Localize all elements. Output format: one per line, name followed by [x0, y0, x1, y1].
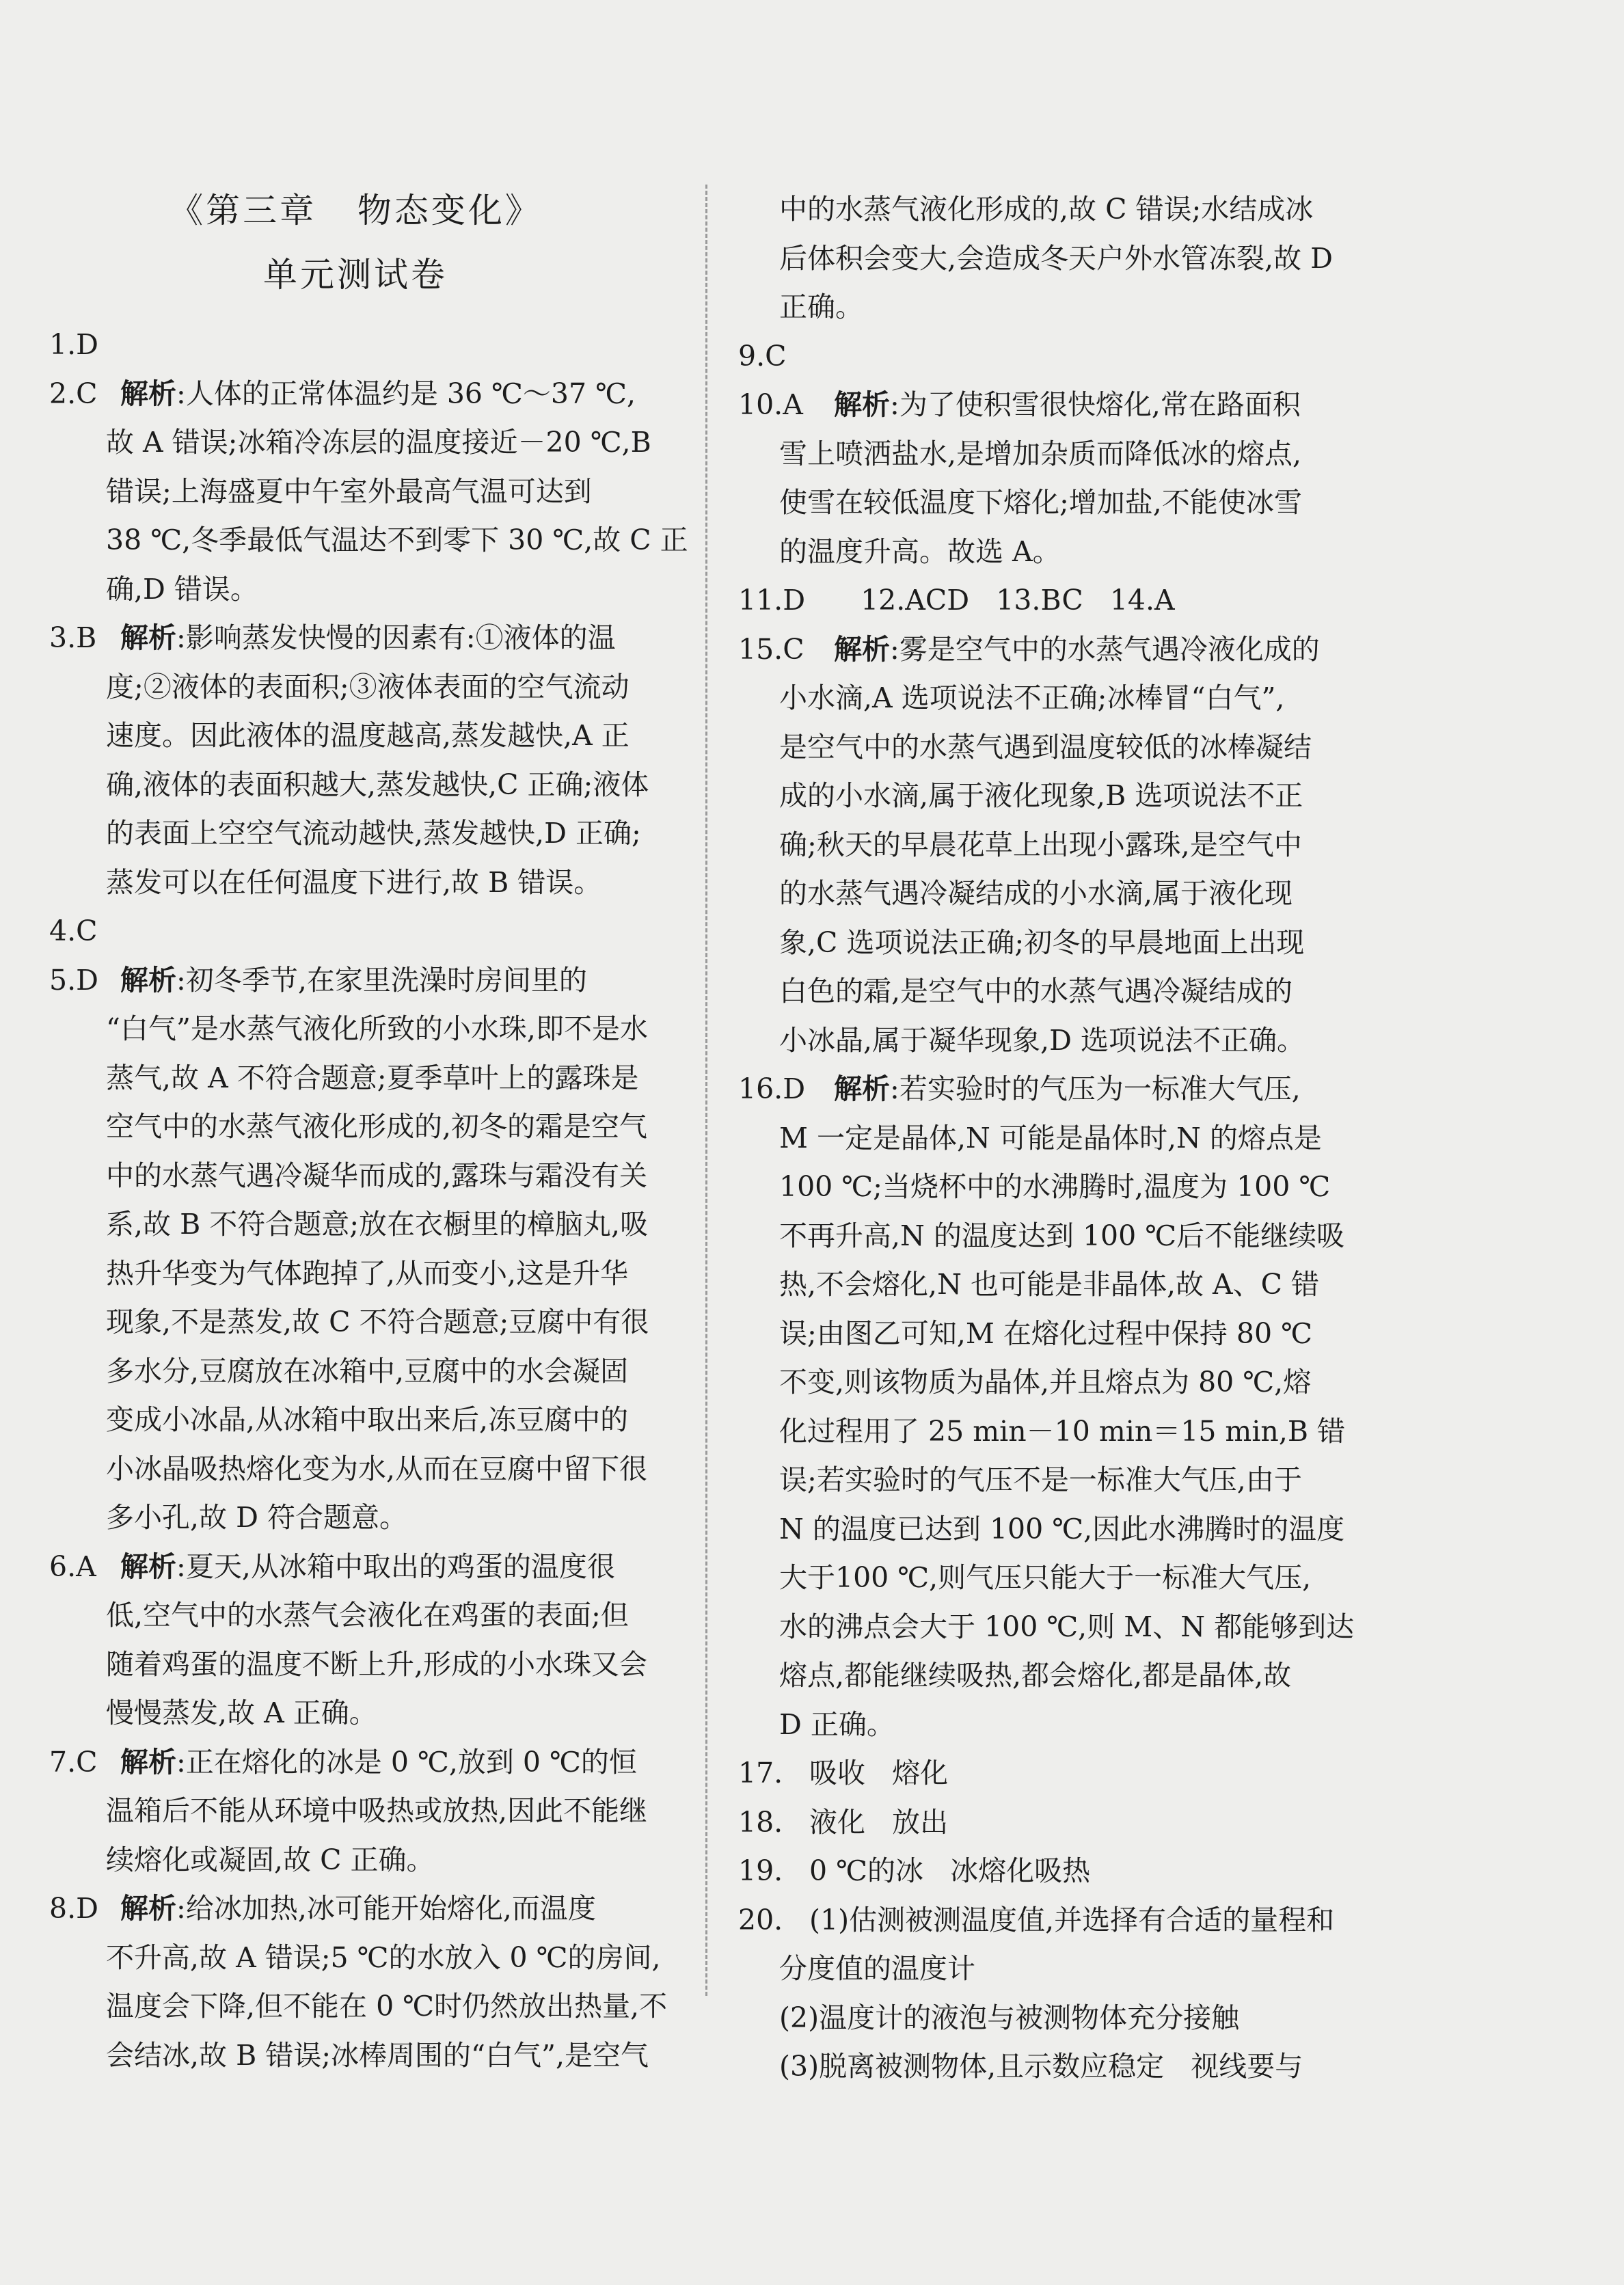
answer-line: 中的水蒸气遇冷凝华而成的,露珠与霜没有关 — [106, 1159, 648, 1192]
answer-text — [834, 630, 1320, 668]
answer-line: N 的温度已达到 100 ℃,因此水沸腾时的温度 — [779, 1512, 1345, 1545]
answer-line: D 正确。 — [779, 1707, 895, 1741]
answer-text — [809, 1901, 1334, 1939]
answer-line: 多水分,豆腐放在冰箱中,豆腐中的水会凝固 — [106, 1354, 629, 1388]
answer-number: 4.C — [49, 915, 98, 947]
answer-line: 使雪在较低温度下熔化;增加盐,不能使冰雪 — [779, 486, 1302, 519]
analysis-label: 解析 — [120, 1745, 176, 1779]
answer-line: (2)温度计的液泡与被测物体充分接触 — [779, 2001, 1240, 2034]
answer-number: 18. — [738, 1805, 783, 1839]
answer-line: 38 ℃,冬季最低气温达不到零下 30 ℃,故 C 正 — [106, 524, 688, 556]
answer-number: 16.D — [738, 1072, 806, 1105]
answer-line: 变成小冰晶,从冰箱中取出来后,冻豆腐中的 — [106, 1403, 629, 1436]
answer-line: 0 ℃的冰 冰熔化吸热 — [809, 1854, 1091, 1887]
answer-text — [809, 1852, 1090, 1890]
answer-line: 白色的霜,是空气中的水蒸气遇冷凝结成的 — [779, 975, 1293, 1008]
answer-line: 故 A 错误;冰箱冷冻层的温度接近－20 ℃,B — [106, 426, 651, 459]
answer-line: 确,液体的表面积越大,蒸发越快,C 正确;液体 — [106, 768, 649, 801]
answer-line: 液化 放出 — [809, 1805, 949, 1839]
answer-line: 大于100 ℃,则气压只能大于一标准大气压, — [779, 1561, 1312, 1594]
answer-line: 温箱后不能从环境中吸热或放热,因此不能继 — [106, 1794, 648, 1827]
answer-line: 的温度升高。故选 A。 — [779, 535, 1061, 568]
answer-line: 成的小水滴,属于液化现象,B 选项说法不正 — [779, 779, 1303, 812]
answer-number: 17. — [738, 1757, 783, 1789]
answer-line: :夏天,从冰箱中取出的鸡蛋的温度很 — [176, 1550, 615, 1583]
answer-line: 蒸气,故 A 不符合题意;夏季草叶上的露珠是 — [106, 1061, 639, 1094]
answer-line: 12.ACD 13.BC 14.A — [834, 584, 1175, 617]
answer-line: :正在熔化的冰是 0 ℃,放到 0 ℃的恒 — [176, 1745, 637, 1779]
analysis-label: 解析 — [834, 632, 890, 666]
answer-line: 现象,不是蒸发,故 C 不符合题意;豆腐中有很 — [106, 1306, 649, 1338]
answer-line: 多小孔,故 D 符合题意。 — [106, 1501, 407, 1534]
answer-number: 20. — [738, 1903, 783, 1936]
test-title: 单元测试卷 — [263, 255, 448, 295]
answer-text — [120, 1547, 615, 1586]
answer-line: 是空气中的水蒸气遇到温度较低的冰棒凝结 — [779, 730, 1312, 763]
answer-line: 会结冰,故 B 错误;冰棒周围的“白气”,是空气 — [106, 2038, 649, 2072]
answer-line: 不变,则该物质为晶体,并且熔点为 80 ℃,熔 — [779, 1366, 1312, 1398]
answer-line: 热,不会熔化,N 也可能是非晶体,故 A、C 错 — [779, 1268, 1320, 1301]
answer-line: 慢慢蒸发,故 A 正确。 — [106, 1696, 377, 1729]
answer-number: 5.D — [49, 963, 98, 997]
answer-number: 7.C — [49, 1745, 98, 1779]
analysis-label: 解析 — [120, 1892, 176, 1925]
answer-line: 随着鸡蛋的温度不断上升,形成的小水珠又会 — [106, 1647, 648, 1681]
answer-text — [120, 1889, 596, 1928]
answer-number: 8.D — [49, 1892, 98, 1925]
answer-line: 正确。 — [779, 290, 863, 323]
answer-line: 吸收 熔化 — [809, 1757, 949, 1789]
answer-text — [809, 1754, 948, 1792]
analysis-label: 解析 — [120, 1550, 176, 1583]
answer-line: M 一定是晶体,N 可能是晶体时,N 的熔点是 — [779, 1121, 1322, 1154]
answer-line: 中的水蒸气液化形成的,故 C 错误;水结成冰 — [779, 193, 1314, 226]
analysis-label: 解析 — [120, 963, 176, 997]
answer-line: 不升高,故 A 错误;5 ℃的水放入 0 ℃的房间, — [106, 1941, 661, 1974]
answer-line: 小冰晶吸热熔化变为水,从而在豆腐中留下很 — [106, 1452, 648, 1485]
answer-line: :初冬季节,在家里洗澡时房间里的 — [176, 963, 587, 997]
answer-line: 误;若实验时的气压不是一标准大气压,由于 — [779, 1463, 1302, 1496]
answer-number: 2.C — [49, 377, 98, 410]
answer-number: 6.A — [49, 1550, 96, 1583]
answer-line: 温度会下降,但不能在 0 ℃时仍然放出热量,不 — [106, 1990, 668, 2023]
answer-line: 水的沸点会大于 100 ℃,则 M、N 都能够到达 — [779, 1610, 1355, 1643]
answer-number: 10.A — [738, 388, 803, 421]
answer-line: 错误;上海盛夏中午室外最高气温可达到 — [106, 474, 592, 508]
answer-line: 确;秋天的早晨花草上出现小露珠,是空气中 — [779, 828, 1302, 861]
answer-text — [834, 581, 1175, 619]
answer-line: 误;由图乙可知,M 在熔化过程中保持 80 ℃ — [779, 1316, 1312, 1350]
answer-line: :影响蒸发快慢的因素有:①液体的温 — [176, 621, 616, 654]
answer-number: 15.C — [738, 632, 804, 666]
answer-line: :人体的正常体温约是 36 ℃～37 ℃, — [176, 377, 636, 410]
answer-line: 不再升高,N 的温度达到 100 ℃后不能继续吸 — [779, 1219, 1345, 1252]
answer-line: 化过程用了 25 min－10 min＝15 min,B 错 — [779, 1414, 1346, 1448]
answer-line: 的水蒸气遇冷凝结成的小水滴,属于液化现 — [779, 877, 1293, 910]
answer-text — [809, 1803, 948, 1841]
answer-line: :若实验时的气压为一标准大气压, — [890, 1072, 1301, 1105]
answer-line: 蒸发可以在任何温度下进行,故 B 错误。 — [106, 865, 602, 899]
answer-text — [120, 961, 587, 999]
answer-line: 确,D 错误。 — [106, 572, 258, 606]
answer-line: 象,C 选项说法正确;初冬的早晨地面上出现 — [779, 925, 1305, 959]
answer-number: 11.D — [738, 584, 806, 617]
answer-line: 分度值的温度计 — [779, 1952, 975, 1985]
answer-number: 19. — [738, 1854, 783, 1887]
answer-number: 3.B — [49, 621, 97, 654]
answer-line: 100 ℃;当烧杯中的水沸腾时,温度为 100 ℃ — [779, 1170, 1331, 1203]
answer-number: 9.C — [738, 339, 787, 373]
answer-text — [834, 386, 1301, 424]
answer-line: 的表面上空空气流动越快,蒸发越快,D 正确; — [106, 817, 641, 850]
answer-line: 空气中的水蒸气液化形成的,初冬的霜是空气 — [106, 1110, 648, 1143]
analysis-label: 解析 — [834, 388, 890, 421]
answer-text — [120, 375, 636, 413]
answer-text — [834, 1070, 1301, 1108]
answer-line: (3)脱离被测物体,且示数应稳定 视线要与 — [779, 2050, 1303, 2083]
answer-line: :为了使积雪很快熔化,常在路面积 — [890, 388, 1301, 421]
answer-line: 续熔化或凝固,故 C 正确。 — [106, 1843, 435, 1876]
answer-line: 热升华变为气体跑掉了,从而变小,这是升华 — [106, 1256, 629, 1290]
answer-text — [120, 619, 616, 657]
answer-line: 度;②液体的表面积;③液体表面的空气流动 — [106, 670, 630, 703]
answer-line: “白气”是水蒸气液化所致的小水珠,即不是水 — [106, 1012, 648, 1045]
answer-line: 低,空气中的水蒸气会液化在鸡蛋的表面;但 — [106, 1599, 629, 1632]
answer-line: 熔点,都能继续吸热,都会熔化,都是晶体,故 — [779, 1659, 1292, 1692]
answer-line: 系,故 B 不符合题意;放在衣橱里的樟脑丸,吸 — [106, 1208, 649, 1241]
column-divider — [705, 185, 707, 1996]
answer-line: 速度。因此液体的温度越高,蒸发越快,A 正 — [106, 719, 630, 752]
answer-line: 小水滴,A 选项说法不正确;冰棒冒“白气”, — [779, 681, 1285, 714]
answer-text — [120, 1743, 637, 1781]
answer-line: 后体积会变大,会造成冬天户外水管冻裂,故 D — [779, 241, 1333, 275]
analysis-label: 解析 — [834, 1072, 890, 1105]
answer-line: (1)估测被测温度值,并选择有合适的量程和 — [809, 1903, 1335, 1936]
answer-line: :给冰加热,冰可能开始熔化,而温度 — [176, 1892, 596, 1925]
answer-line: 雪上喷洒盐水,是增加杂质而降低冰的熔点, — [779, 437, 1302, 470]
analysis-label: 解析 — [120, 621, 176, 654]
analysis-label: 解析 — [120, 377, 176, 410]
answer-line: 小冰晶,属于凝华现象,D 选项说法不正确。 — [779, 1023, 1305, 1057]
answer-number: 1.D — [49, 328, 98, 361]
chapter-title: 《第三章 物态变化》 — [169, 191, 542, 230]
answer-line: :雾是空气中的水蒸气遇冷液化成的 — [890, 632, 1320, 666]
